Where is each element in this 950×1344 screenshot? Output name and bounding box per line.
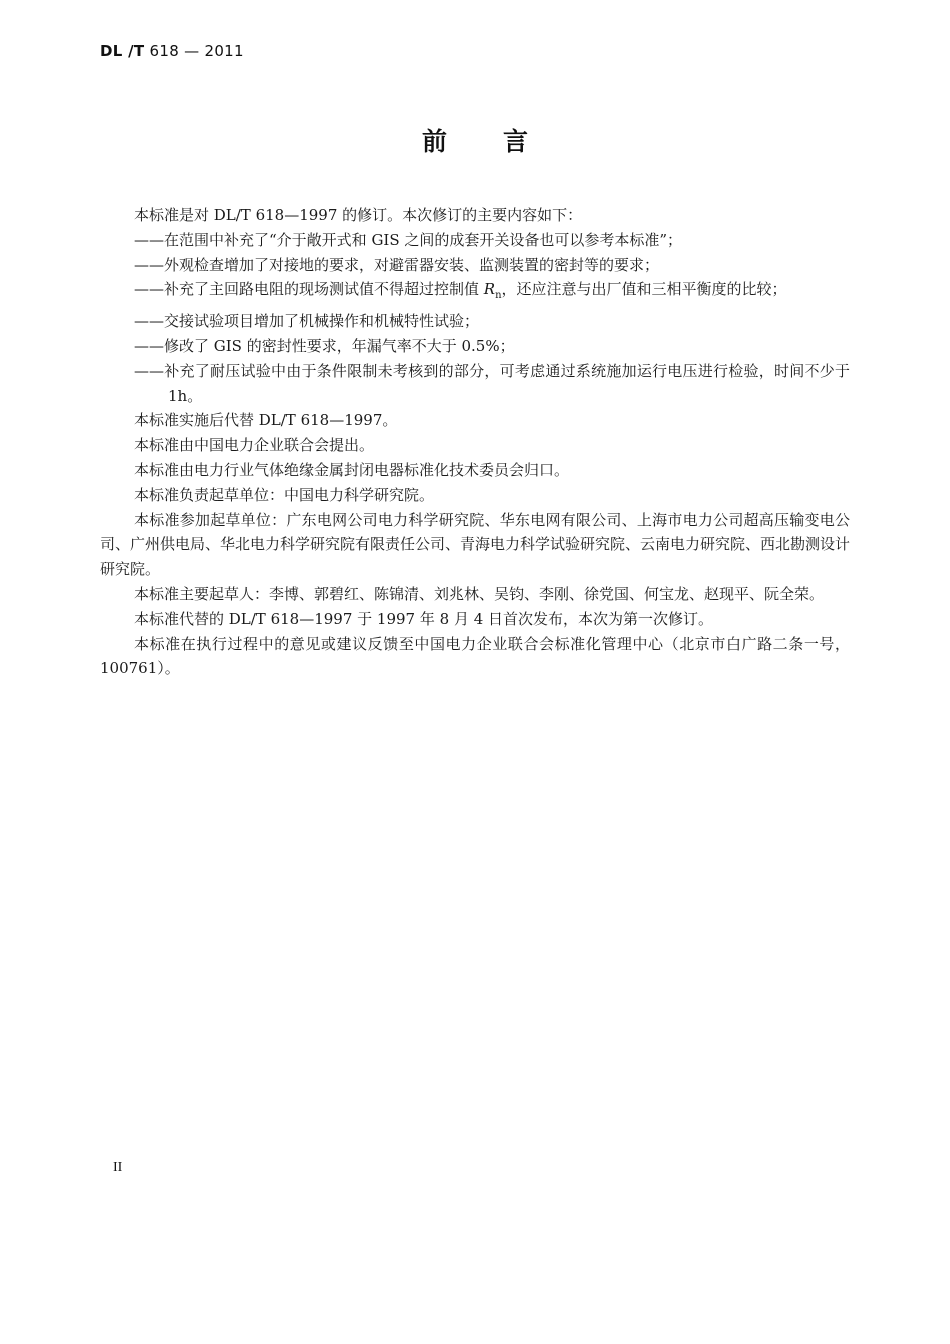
paragraph-proposed-by: 本标准由中国电力企业联合会提出。 bbox=[134, 436, 375, 455]
paragraph-intro: 本标准是对 DL/T 618—1997 的修订。本次修订的主要内容如下： bbox=[134, 206, 583, 224]
list-item-visual-inspection: ——外观检查增加了对接地的要求，对避雷器安装、监测装置的密封等的要求； bbox=[134, 255, 660, 274]
page-title-char-1: 前 bbox=[421, 127, 447, 156]
paragraph-main-drafters: 本标准主要起草人：李博、郭碧红、陈锦清、刘兆林、吴钧、李刚、徐党国、何宝龙、赵现平、阮全荣。 bbox=[134, 584, 825, 603]
foreword-body bbox=[100, 203, 850, 681]
list-item-handover-test: ——交接试验项目增加了机械操作和机械特性试验； bbox=[134, 312, 480, 331]
list-item-sealing: ——修改了 GIS 的密封性要求，年漏气率不大于 0.5%； bbox=[134, 336, 515, 355]
document-code-number: 618 — 2011 bbox=[144, 42, 244, 60]
page-number: II bbox=[113, 1160, 123, 1175]
list-item-voltage-test: ——补充了耐压试验中由于条件限制未考核到的部分，可考虑通过系统施加运行电压进行检验，时间不少于 1h。 bbox=[134, 361, 850, 405]
paragraph-committee: 本标准由电力行业气体绝缘金属封闭电器标准化技术委员会归口。 bbox=[134, 460, 570, 479]
paragraph-replaces: 本标准实施后代替 DL/T 618—1997。 bbox=[134, 411, 398, 430]
resistance-symbol: R bbox=[483, 280, 496, 299]
resistance-subscript: n bbox=[495, 290, 502, 302]
paragraph-participating-drafters: 本标准参加起草单位：广东电网公司电力科学研究院、华东电网有限公司、上海市电力公司超高压输变电公司、广州供电局、华北电力科学研究院有限责任公司、青海电力科学试验研究院、云南电力研究院、西北勘测设计研究院。 bbox=[100, 510, 851, 579]
list-item-resistance bbox=[100, 277, 850, 309]
paragraph-lead-drafter: 本标准负责起草单位：中国电力科学研究院。 bbox=[134, 485, 435, 504]
page-title bbox=[0, 122, 950, 158]
page-title-char-2: 言 bbox=[503, 127, 529, 156]
list-item-resistance-text-pre: ——补充了主回路电阻的现场测试值不得超过控制值 bbox=[134, 280, 484, 299]
list-item-scope: ——在范围中补充了“介于敞开式和 GIS 之间的成套开关设备也可以参考本标准”； bbox=[134, 230, 683, 249]
document-code bbox=[100, 42, 244, 60]
document-code-prefix: DL /T bbox=[100, 42, 145, 60]
paragraph-history: 本标准代替的 DL/T 618—1997 于 1997 年 8 月 4 日首次发布，本次为第一次修订。 bbox=[134, 609, 714, 628]
list-item-resistance-text-post: ，还应注意与出厂值和三相平衡度的比较； bbox=[501, 280, 787, 299]
paragraph-feedback: 本标准在执行过程中的意见或建议反馈至中国电力企业联合会标准化管理中心（北京市白广路二条一号，100761）。 bbox=[100, 634, 850, 678]
